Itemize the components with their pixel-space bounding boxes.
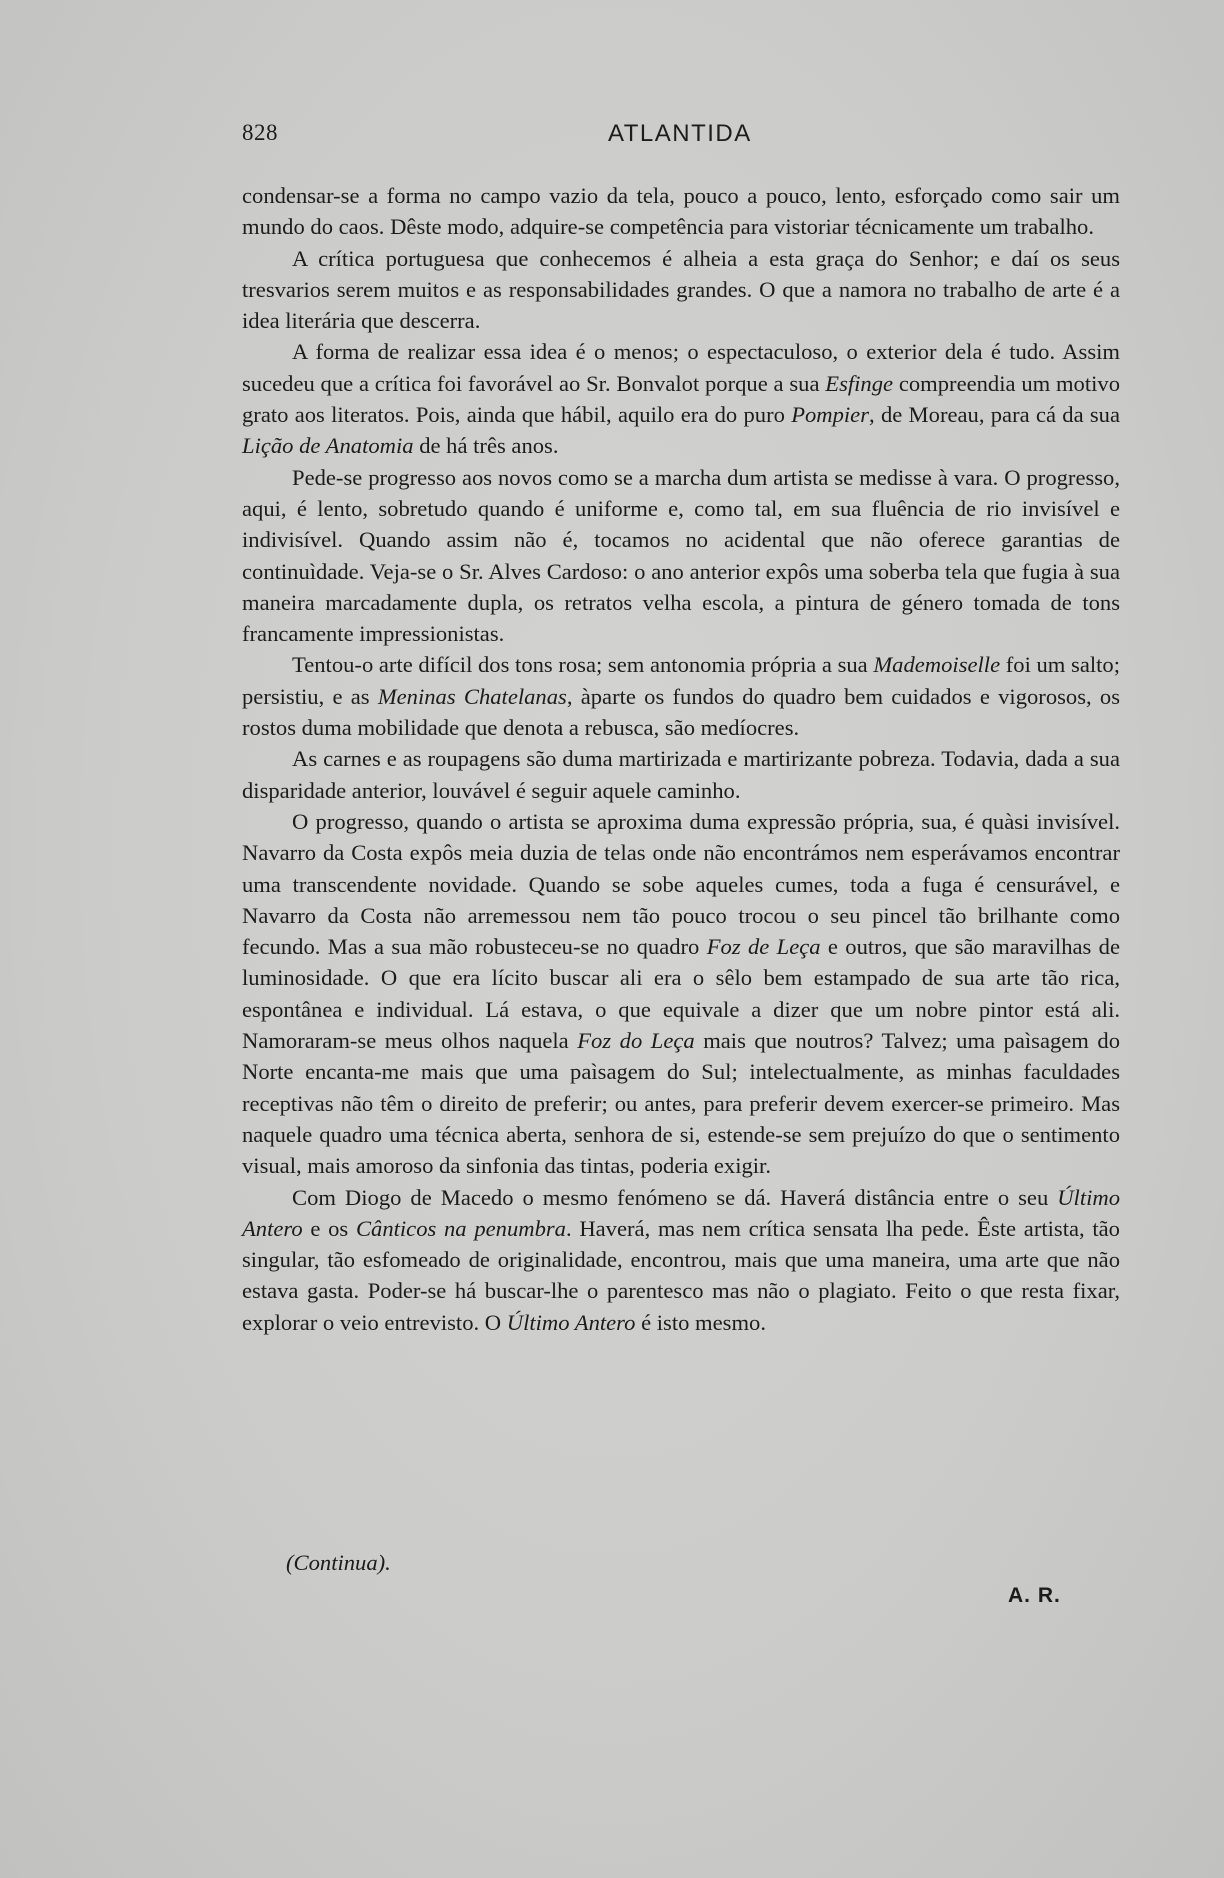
paragraph-7-text-c: mais que noutros? Talvez; uma paìsagem do Norte encanta-me mais que uma paìsagem do Sul; intelectualmente, as minhas faculdades receptivas não têm o direito de preferir; ou antes, para preferir devem exercer-se primeiro. Mas naquele quadro uma técnica aberta, senhora de si, estende-se sem prejuízo do que o sentimento visual, mais amoroso da sinfonia das tintas, poderia exigir. — [242, 1028, 1120, 1179]
paragraph-8 — [242, 1182, 1120, 1338]
term-pompier: Pompier — [791, 402, 869, 428]
paragraph-8-text-b: e os — [302, 1215, 356, 1241]
title-mademoiselle: Mademoiselle — [873, 652, 1001, 678]
title-foz-do-leca: Foz do Leça — [577, 1028, 695, 1054]
title-foz-de-leca: Foz de Leça — [706, 934, 821, 960]
paragraph-3-text-d: de há três anos. — [413, 433, 559, 459]
paragraph-3-text-b: compreendia um motivo grato aos literatos. Pois, ainda que hábil, aquilo era do puro — [242, 370, 1120, 428]
paragraph-7-text-a: O progresso, quando o artista se aproxima duma expressão própria, sua, é quàsi invisível. Navarro da Costa expôs meia duzia de telas onde não encontrámos nem esperávamos encontrar uma transcendente novidade. Quando se sobe aqueles cumes, toda a fuga é censurável, e Navarro da Costa não arremessou nem tão pouco trocou o seu pincel tão brilhante como fecundo. Mas a sua mão robusteceu-se no quadro — [242, 808, 1120, 960]
page-header — [242, 120, 1122, 150]
paragraph-1: condensar-se a forma no campo vazio da tela, pouco a pouco, lento, esforçado como sair um mundo do caos. Dêste modo, adquire-se competência para vistoriar técnicamente um trabalho. — [242, 183, 1120, 240]
title-canticos-na-penumbra: Cânticos na penumbra — [355, 1215, 566, 1241]
paragraph-3 — [242, 336, 1120, 461]
paragraph-3-text-a: A forma de realizar essa idea é o menos; o espectaculoso, o exterior dela é tudo. Assim sucedeu que a crítica foi favorável ao Sr. Bonvalot porque a sua — [242, 339, 1120, 396]
paragraph-8-text-a: Com Diogo de Macedo o mesmo fenómeno se dá. Haverá distância entre o seu — [292, 1184, 1058, 1210]
title-licao-de-anatomia: Lição de Anatomia — [242, 433, 414, 459]
paragraph-7-text-b: e outros, que são maravilhas de luminosidade. O que era lícito buscar ali era o sêlo bem estampado de sua arte tão rica, espontânea e individual. Lá estava, o que equivale a dizer que um nobre pintor está ali. Namoraram-se meus olhos naquela — [242, 934, 1121, 1054]
paragraph-8-text-c: . Haverá, mas nem crítica sensata lha pede. Êste artista, tão singular, tão esfomeado de originalidade, encontrou, mais que uma maneira, uma arte que não estava gasta. Poder-se há buscar-lhe o parentesco mas não o plagiato. Feito o que resta fixar, explorar o veio entrevisto. O — [242, 1215, 1120, 1335]
paragraph-5-text-c: , àparte os fundos do quadro bem cuidados e vigorosos, os rostos duma mobilidade que denota a rebusca, são medíocres. — [242, 683, 1120, 741]
title-ultimo-antero-2: Último Antero — [506, 1309, 636, 1335]
paragraph-5-text-a: Tentou-o arte difícil dos tons rosa; sem antonomia própria a sua — [292, 652, 874, 678]
page-number: 828 — [242, 120, 278, 145]
title-ultimo-antero: Último Antero — [242, 1184, 1120, 1241]
paragraph-3-text-c: , de Moreau, para cá da sua — [869, 402, 1121, 428]
paragraph-6: As carnes e as roupagens são duma martirizada e martirizante pobreza. Todavia, dada a sua disparidade anterior, louvável é seguir aquele caminho. — [242, 746, 1120, 803]
page-footer — [242, 1550, 1120, 1610]
title-esfinge: Esfinge — [825, 370, 894, 396]
title-meninas-chatelanas: Meninas Chatelanas — [377, 683, 567, 709]
paragraph-2: A crítica portuguesa que conhecemos é alheia a esta graça do Senhor; e daí os seus tresvarios serem muitos e as responsabilidades grandes. O que a namora no trabalho de arte é a idea literária que descerra. — [242, 245, 1120, 334]
running-title: ATLANTIDA — [608, 120, 752, 147]
article-body — [242, 180, 1120, 1338]
paragraph-7 — [242, 806, 1120, 1182]
paragraph-4: Pede-se progresso aos novos como se a marcha dum artista se medisse à vara. O progresso, aqui, é lento, sobretudo quando é uniforme e, como tal, em sua fluência de rio invisível e indivisível. Quando assim não é, tocamos no acidental que não oferece garantias de continuìdade. Veja-se o Sr. Alves Cardoso: o ano anterior expôs uma soberba tela que fugia à sua maneira marcadamente dupla, os retratos velha escola, a pintura de género tomada de tons francamente impressionistas. — [242, 464, 1120, 647]
continua-note: (Continua). — [286, 1550, 391, 1575]
paragraph-8-text-d: é isto mesmo. — [635, 1309, 766, 1335]
paragraph-5-text-b: foi um salto; persistiu, e as — [242, 652, 1120, 709]
author-signature: A. R. — [1008, 1584, 1061, 1607]
paragraph-5 — [242, 649, 1120, 743]
